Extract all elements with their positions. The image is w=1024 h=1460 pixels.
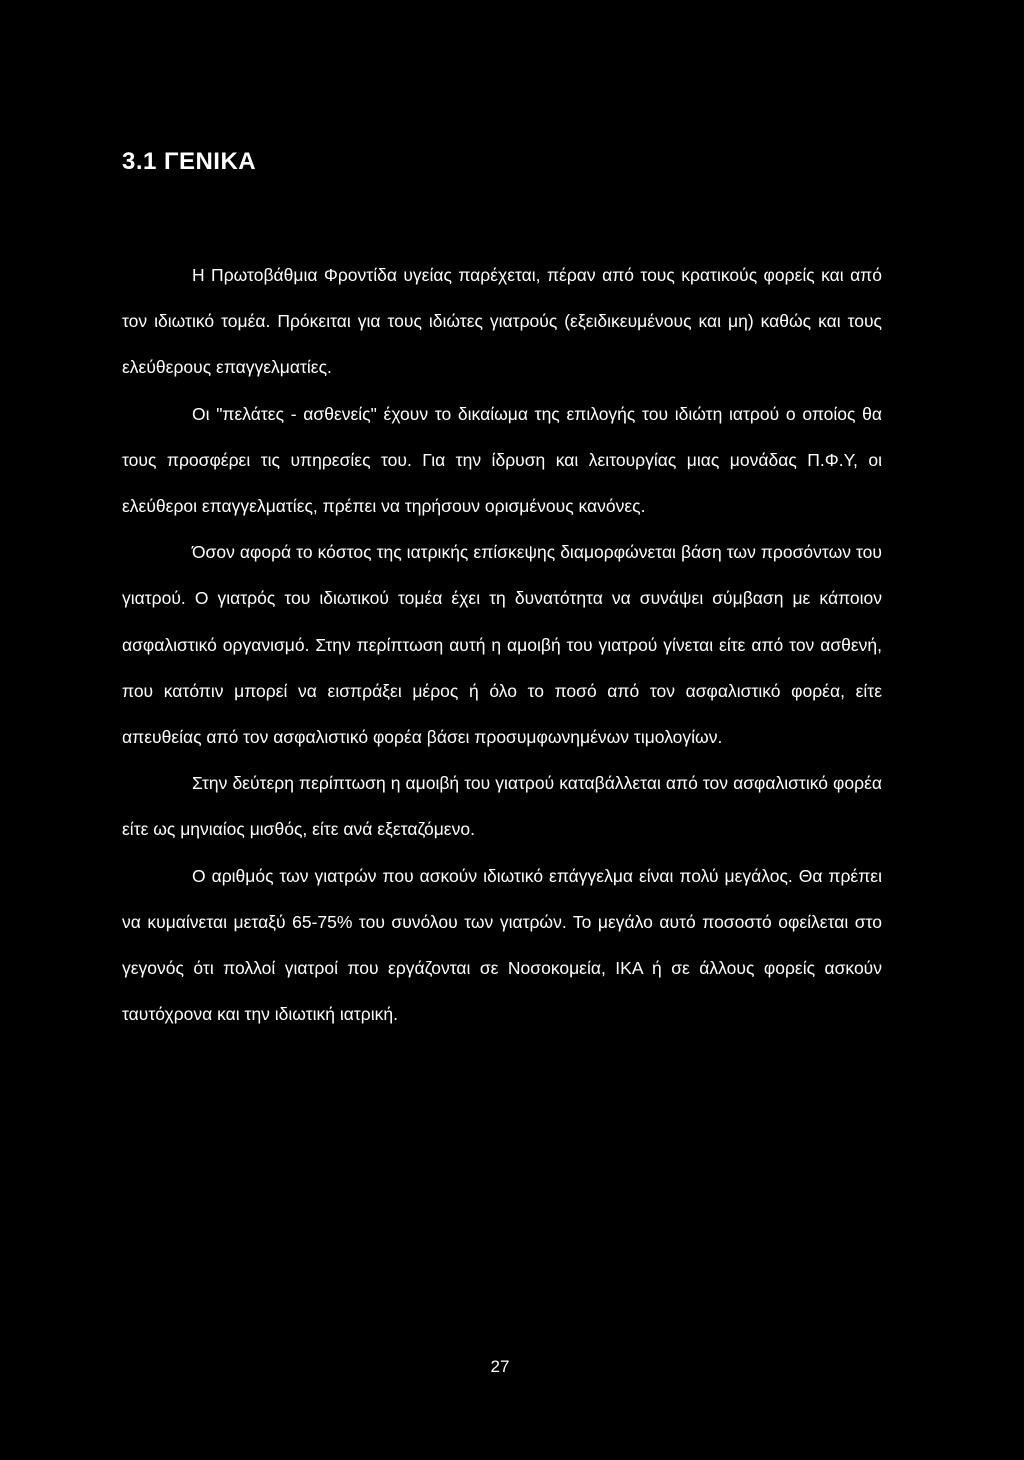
paragraph-doctor-count: Ο αριθμός των γιατρών που ασκούν ιδιωτικό επάγγελμα είναι πολύ μεγάλος. Θα πρέπει να κυμαίνεται μεταξύ 65-75% του συνόλου των γιατρών. Το μεγάλο αυτό ποσοστό οφείλεται στο γεγονός ότι πολλοί γιατροί που εργάζονται σε Νοσοκομεία, ΙΚΑ ή σε άλλους φορείς ασκούν ταυτόχρονα και την ιδιωτική ιατρική. <box>122 865 882 1025</box>
page-number: 27 <box>490 1357 510 1376</box>
paragraph-visit-cost: Όσον αφορά το κόστος της ιατρικής επίσκεψης διαμορφώνεται βάση των προσόντων του γιατρού. Ο γιατρός του ιδιωτικού τομέα έχει τη δυνατότητα να συνάψει σύμβαση με κάποιον ασφαλιστικό οργανισμό. Στην περίπτωση αυτή η αμοιβή του γιατρού γίνεται είτε από τον ασθενή, που κατόπιν μπορεί να εισπράξει μέρος ή όλο το ποσό από τον ασφαλιστικό φορέα, είτε απευθείας από τον ασφαλιστικό φορέα βάσει προσυμφωνημένων τιμολογίων. <box>122 542 882 748</box>
section-heading: 3.1 ΓΕΝΙΚΑ <box>122 148 257 175</box>
paragraph-patient-choice: Οι "πελάτες - ασθενείς" έχουν το δικαίωμα της επιλογής του ιδιώτη ιατρού ο οποίος θα τους προσφέρει τις υπηρεσίες του. Για την ίδρυση και λειτουργίας μιας μονάδας Π.Φ.Υ, οι ελεύθεροι επαγγελματίες, πρέπει να τηρήσουν ορισμένους κανόνες. <box>122 403 882 517</box>
body-text <box>122 252 882 1037</box>
paragraph-primary-care: Η Πρωτοβάθμια Φροντίδα υγείας παρέχεται, πέραν από τους κρατικούς φορείς και από τον ιδιωτικό τομέα. Πρόκειται για τους ιδιώτες γιατρούς (εξειδικευμένους και μη) καθώς και τους ελεύθερους επαγγελματίες. <box>122 265 882 378</box>
paragraph-second-case: Στην δεύτερη περίπτωση η αμοιβή του γιατρού καταβάλλεται από τον ασφαλιστικό φορέα είτε ως μηνιαίος μισθός, είτε ανά εξεταζόμενο. <box>122 773 882 840</box>
